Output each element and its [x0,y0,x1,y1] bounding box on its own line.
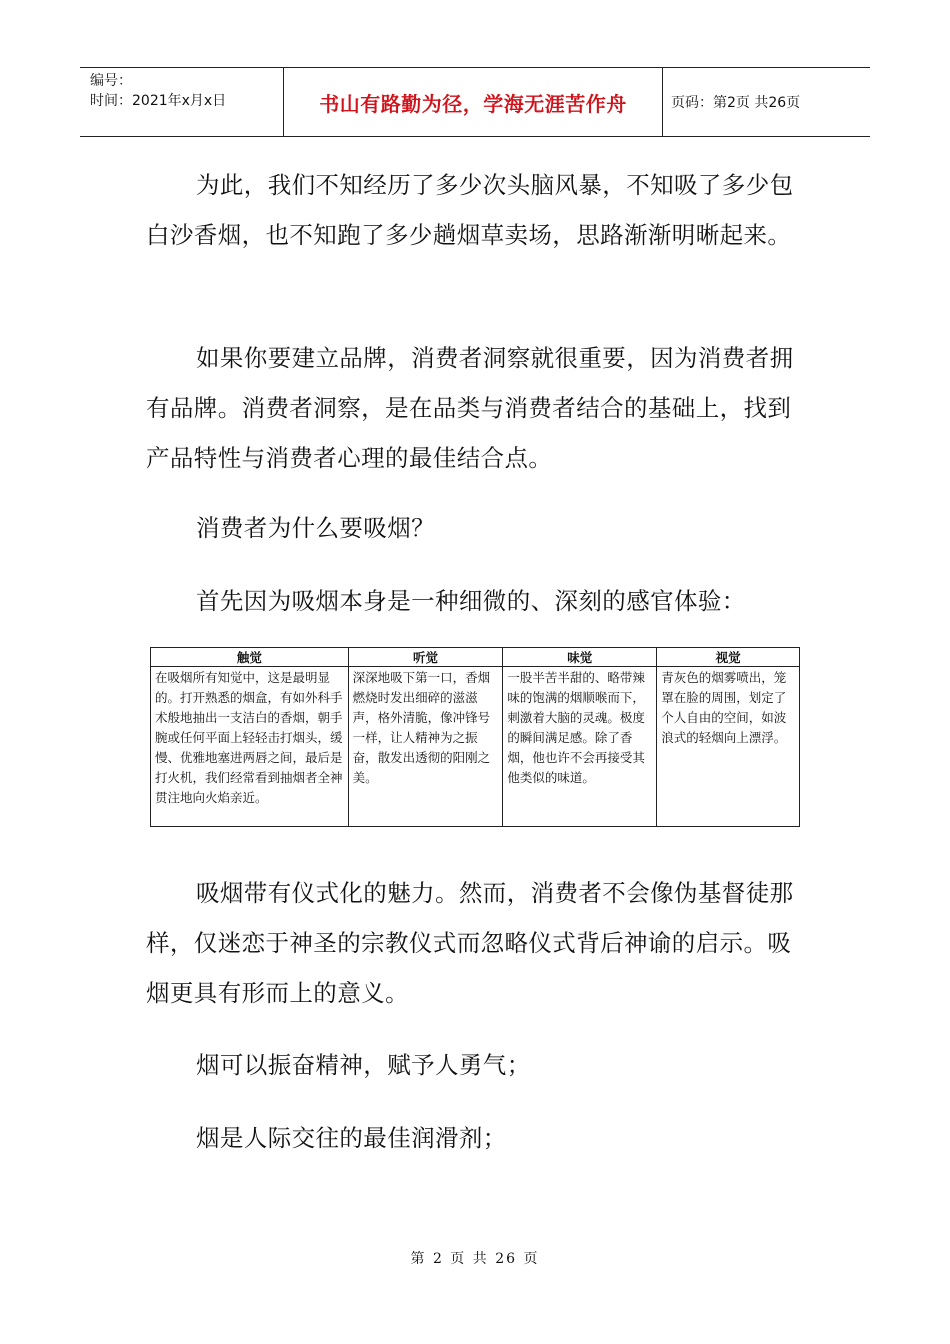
header-motto: 书山有路勤为径，学海无涯苦作舟 [284,68,663,136]
cell-touch: 在吸烟所有知觉中，这是最明显的。打开熟悉的烟盒，有如外科手术般地抽出一支洁白的香烟，朝手腕或任何平面上轻轻击打烟头，缓慢、优雅地塞进两唇之间，最后是打火机，我们经常看到抽烟者全神贯注地向火焰亲近。 [151,667,349,827]
header-taste: 味觉 [503,648,657,667]
table-row [151,667,800,827]
paragraph-7: 烟是人际交往的最佳润滑剂； [196,1124,507,1152]
header-sight: 视觉 [657,648,800,667]
paragraph-5: 吸烟带有仪式化的魅力。然而，消费者不会像伪基督徒那样，仅迷恋于神圣的宗教仪式而忽略仪式背后神谕的启示。吸烟更具有形而上的意义。 [146,879,794,1007]
header-meta [80,68,284,136]
cell-sight: 青灰色的烟雾喷出，笼罩在脸的周围，划定了个人自由的空间，如波浪式的轻烟向上漂浮。 [657,667,800,827]
header-touch: 触觉 [151,648,349,667]
page-footer: 第 2 页 共 26 页 [410,1251,540,1267]
cell-hearing: 深深地吸下第一口，香烟燃烧时发出细碎的滋滋声，格外清脆，像冲锋号一样，让人精神为之振奋，散发出透彻的阳刚之美。 [348,667,503,827]
table-header-row [151,648,800,667]
paragraph-3: 消费者为什么要吸烟？ [196,514,435,542]
header-hearing: 听觉 [348,648,503,667]
paragraph-6: 烟可以振奋精神，赋予人勇气； [196,1051,531,1079]
document-number-label: 编号： [90,73,132,89]
senses-table [150,647,800,827]
paragraph-1: 为此，我们不知经历了多少次头脑风暴，不知吸了多少包白沙香烟，也不知跑了多少趟烟草卖场，思路渐渐明晰起来。 [146,171,794,249]
page-header [80,67,870,137]
document-time-label: 时间：2021年x月x日 [90,93,227,109]
cell-taste: 一股半苦半甜的、略带辣味的饱满的烟顺喉而下，刺激着大脑的灵魂。极度的瞬间满足感。除了香烟，他也许不会再接受其他类似的味道。 [503,667,657,827]
header-page-info: 页码：第2页 共26页 [671,95,801,111]
paragraph-4: 首先因为吸烟本身是一种细微的、深刻的感官体验： [196,587,746,615]
paragraph-2: 如果你要建立品牌，消费者洞察就很重要，因为消费者拥有品牌。消费者洞察，是在品类与消费者结合的基础上，找到产品特性与消费者心理的最佳结合点。 [146,344,794,472]
